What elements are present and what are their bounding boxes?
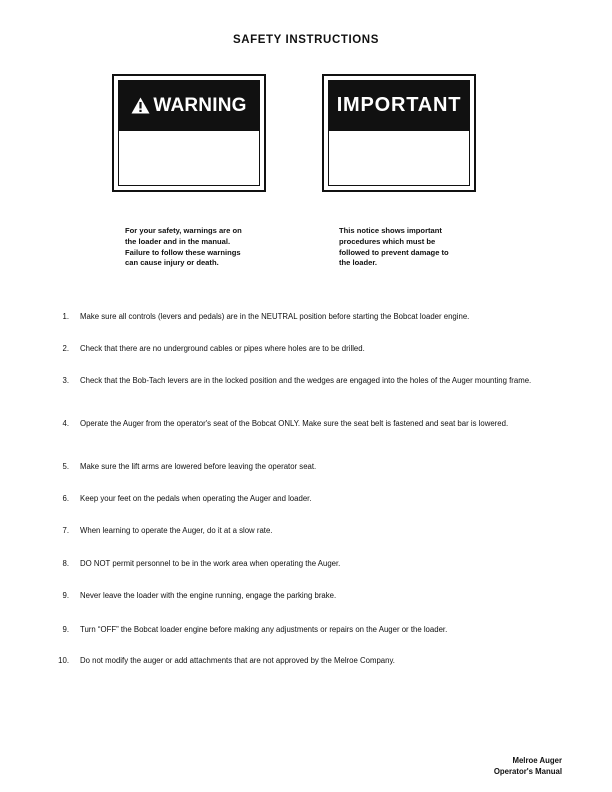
footer-product-name: Melroe Auger [512, 756, 562, 765]
instruction-number: 6. [62, 494, 69, 503]
important-caption-line: followed to prevent damage to [339, 247, 449, 257]
instruction-text: Turn “OFF” the Bobcat loader engine before making any adjustments or repairs on the Auger or the loader. [80, 625, 448, 634]
instruction-number: 9. [62, 625, 69, 634]
important-caption [339, 226, 489, 269]
warning-banner [118, 80, 260, 131]
page-title: SAFETY INSTRUCTIONS [232, 34, 379, 46]
important-sign [322, 74, 476, 192]
instruction-number: 7. [62, 526, 69, 535]
important-banner [328, 80, 470, 131]
instruction-text: Never leave the loader with the engine running, engage the parking brake. [80, 591, 337, 600]
warning-caption-line: can cause injury or death. [125, 258, 219, 268]
document-footer [494, 756, 562, 777]
instruction-number: 10. [58, 656, 69, 665]
instruction-text: Check that the Bob-Tach levers are in the locked position and the wedges are engaged into the holes of the Auger mounting frame. [80, 376, 532, 385]
instruction-text: Do not modify the auger or add attachments that are not approved by the Melroe Company. [80, 656, 395, 665]
instruction-number: 1. [62, 312, 69, 321]
instruction-number: 3. [62, 376, 69, 385]
instruction-text: Operate the Auger from the operator's seat of the Bobcat ONLY. Make sure the seat belt is fastened and seat bar is lowered. [80, 419, 509, 428]
important-caption-line: the loader. [339, 258, 377, 268]
warning-triangle-icon [131, 97, 150, 114]
instruction-text: DO NOT permit personnel to be in the work area when operating the Auger. [80, 559, 341, 568]
instruction-text: Make sure all controls (levers and pedals) are in the NEUTRAL position before starting the Bobcat loader engine. [80, 312, 470, 321]
instruction-text: When learning to operate the Auger, do it at a slow rate. [80, 526, 273, 535]
warning-caption-line: the loader and in the manual. [125, 236, 231, 246]
footer-manual-title: Operator's Manual [493, 766, 562, 776]
instruction-number: 5. [62, 462, 69, 471]
warning-caption [125, 226, 275, 269]
instruction-text: Make sure the lift arms are lowered before leaving the operator seat. [80, 462, 317, 471]
important-label: IMPORTANT [336, 94, 462, 116]
warning-caption-line: Failure to follow these warnings [125, 247, 241, 257]
instruction-number: 9. [62, 591, 69, 600]
instruction-number: 2. [62, 344, 69, 353]
warning-label: WARNING [153, 94, 247, 116]
warning-caption-line: For your safety, warnings are on [125, 226, 242, 235]
instruction-text: Keep your feet on the pedals when operating the Auger and loader. [80, 494, 312, 503]
instruction-number: 8. [62, 559, 69, 568]
important-caption-line: This notice shows important [339, 226, 442, 235]
instruction-text: Check that there are no underground cables or pipes where holes are to be drilled. [80, 344, 365, 353]
instruction-number: 4. [62, 419, 69, 428]
important-caption-line: procedures which must be [339, 236, 436, 246]
warning-sign [112, 74, 266, 192]
